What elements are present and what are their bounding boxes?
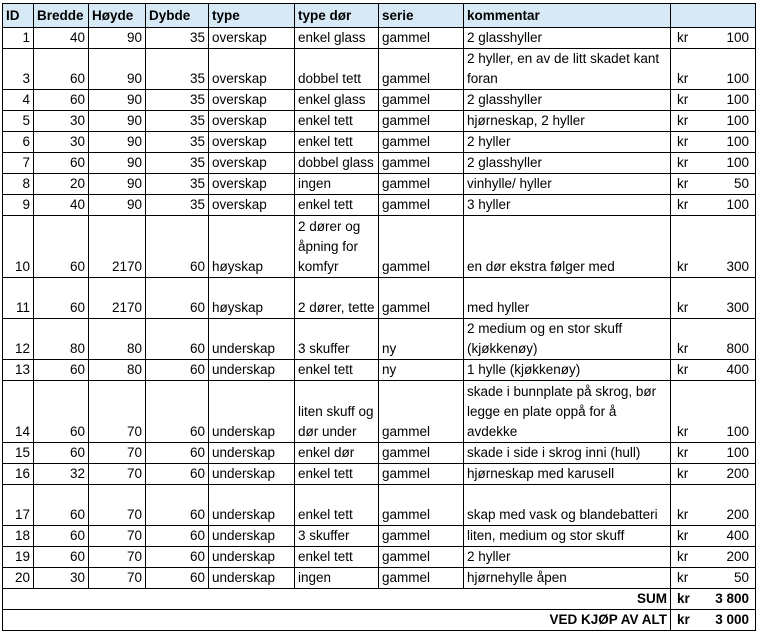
cell-id: 17 <box>3 485 34 526</box>
cell-id: 18 <box>3 526 34 547</box>
cell-type: overskap <box>209 28 295 49</box>
cell-dybde: 60 <box>146 526 209 547</box>
cell-type: underskap <box>209 381 295 443</box>
cell-serie: gammel <box>379 90 464 111</box>
cell-id: 12 <box>3 319 34 360</box>
cell-type-dor: 3 skuffer <box>295 526 379 547</box>
cell-id: 14 <box>3 381 34 443</box>
table-row <box>3 195 756 216</box>
table-row <box>3 381 756 443</box>
cell-kommentar: 2 hyller, en av de litt skadet kant foran <box>464 49 671 90</box>
cell-serie: gammel <box>379 28 464 49</box>
cell-price: 100 <box>701 49 756 90</box>
sum-row <box>3 589 756 610</box>
cabinet-table <box>2 3 756 631</box>
cell-kommentar: skade i side i skrog inni (hull) <box>464 443 671 464</box>
cell-hoyde: 90 <box>89 153 146 174</box>
cell-serie: gammel <box>379 568 464 589</box>
cell-type: overskap <box>209 90 295 111</box>
cell-dybde: 60 <box>146 360 209 381</box>
cell-id: 16 <box>3 464 34 485</box>
cell-price: 400 <box>701 360 756 381</box>
table-row <box>3 443 756 464</box>
cell-type-dor: 3 skuffer <box>295 319 379 360</box>
header-kommentar: kommentar <box>464 4 671 28</box>
cell-serie: gammel <box>379 547 464 568</box>
header-id: ID <box>3 4 34 28</box>
cell-price: 100 <box>701 195 756 216</box>
cell-hoyde: 2170 <box>89 216 146 278</box>
cell-id: 4 <box>3 90 34 111</box>
total-all-row <box>3 610 756 631</box>
cell-hoyde: 70 <box>89 443 146 464</box>
cell-type: høyskap <box>209 278 295 319</box>
table-row <box>3 568 756 589</box>
cell-type: overskap <box>209 195 295 216</box>
cell-type: underskap <box>209 319 295 360</box>
cell-currency: kr <box>671 90 701 111</box>
cell-type-dor: ingen <box>295 568 379 589</box>
cell-id: 5 <box>3 111 34 132</box>
cell-type: underskap <box>209 485 295 526</box>
cell-hoyde: 70 <box>89 464 146 485</box>
sum-currency: kr <box>671 589 701 610</box>
cell-serie: gammel <box>379 132 464 153</box>
cell-currency: kr <box>671 174 701 195</box>
cell-currency: kr <box>671 195 701 216</box>
cell-kommentar: 2 glasshyller <box>464 28 671 49</box>
cell-serie: gammel <box>379 485 464 526</box>
cell-hoyde: 70 <box>89 547 146 568</box>
header-type: type <box>209 4 295 28</box>
cell-hoyde: 90 <box>89 28 146 49</box>
cell-kommentar: en dør ekstra følger med <box>464 216 671 278</box>
cell-type-dor: enkel glass <box>295 28 379 49</box>
cell-kommentar: 1 hylle (kjøkkenøy) <box>464 360 671 381</box>
cell-dybde: 35 <box>146 153 209 174</box>
spreadsheet <box>2 3 756 631</box>
cell-dybde: 60 <box>146 216 209 278</box>
cell-bredde: 60 <box>34 547 89 568</box>
cell-price: 200 <box>701 464 756 485</box>
cell-bredde: 60 <box>34 278 89 319</box>
cell-hoyde: 80 <box>89 360 146 381</box>
cell-type: overskap <box>209 111 295 132</box>
cell-currency: kr <box>671 319 701 360</box>
cell-hoyde: 70 <box>89 381 146 443</box>
cell-type-dor: dobbel tett <box>295 49 379 90</box>
cell-id: 19 <box>3 547 34 568</box>
cell-type-dor: enkel tett <box>295 360 379 381</box>
cell-hoyde: 70 <box>89 526 146 547</box>
table-row <box>3 49 756 90</box>
cell-bredde: 80 <box>34 319 89 360</box>
cell-bredde: 60 <box>34 360 89 381</box>
cell-kommentar: liten, medium og stor skuff <box>464 526 671 547</box>
table-row <box>3 319 756 360</box>
cell-kommentar: hjørneskap, 2 hyller <box>464 111 671 132</box>
cell-dybde: 35 <box>146 132 209 153</box>
sum-value: 3 800 <box>701 589 756 610</box>
cell-serie: gammel <box>379 216 464 278</box>
cell-kommentar: med hyller <box>464 278 671 319</box>
cell-price: 100 <box>701 132 756 153</box>
cell-type: underskap <box>209 568 295 589</box>
cell-kommentar: hjørnehylle åpen <box>464 568 671 589</box>
cell-id: 9 <box>3 195 34 216</box>
cell-hoyde: 90 <box>89 174 146 195</box>
cell-serie: gammel <box>379 153 464 174</box>
table-row <box>3 526 756 547</box>
cell-hoyde: 80 <box>89 319 146 360</box>
cell-kommentar: 2 hyller <box>464 132 671 153</box>
cell-bredde: 30 <box>34 132 89 153</box>
cell-type-dor: dobbel glass <box>295 153 379 174</box>
cell-type-dor: enkel tett <box>295 464 379 485</box>
cell-currency: kr <box>671 278 701 319</box>
cell-dybde: 35 <box>146 49 209 90</box>
cell-dybde: 35 <box>146 111 209 132</box>
cell-price: 300 <box>701 278 756 319</box>
table-row <box>3 360 756 381</box>
cell-price: 800 <box>701 319 756 360</box>
cell-type-dor: enkel tett <box>295 132 379 153</box>
cell-hoyde: 2170 <box>89 278 146 319</box>
cell-price: 100 <box>701 111 756 132</box>
cell-bredde: 60 <box>34 216 89 278</box>
cell-currency: kr <box>671 464 701 485</box>
cell-dybde: 35 <box>146 28 209 49</box>
cell-kommentar: vinhylle/ hyller <box>464 174 671 195</box>
cell-currency: kr <box>671 381 701 443</box>
table-row <box>3 90 756 111</box>
cell-hoyde: 70 <box>89 485 146 526</box>
cell-bredde: 60 <box>34 381 89 443</box>
cell-id: 10 <box>3 216 34 278</box>
cell-id: 11 <box>3 278 34 319</box>
cell-dybde: 60 <box>146 278 209 319</box>
header-dybde: Dybde <box>146 4 209 28</box>
cell-type-dor: enkel dør <box>295 443 379 464</box>
cell-type-dor: enkel tett <box>295 547 379 568</box>
cell-type-dor: enkel tett <box>295 195 379 216</box>
header-bredde: Bredde <box>34 4 89 28</box>
cell-bredde: 60 <box>34 526 89 547</box>
header-price <box>671 4 756 28</box>
cell-dybde: 60 <box>146 464 209 485</box>
table-row <box>3 132 756 153</box>
sum-label: SUM <box>3 589 671 610</box>
header-serie: serie <box>379 4 464 28</box>
cell-serie: gammel <box>379 526 464 547</box>
cell-type: overskap <box>209 153 295 174</box>
cell-serie: gammel <box>379 381 464 443</box>
cell-bredde: 40 <box>34 195 89 216</box>
cell-currency: kr <box>671 216 701 278</box>
table-row <box>3 547 756 568</box>
cell-type: høyskap <box>209 216 295 278</box>
total-all-label: VED KJØP AV ALT <box>3 610 671 631</box>
cell-hoyde: 90 <box>89 132 146 153</box>
cell-price: 200 <box>701 485 756 526</box>
cell-price: 100 <box>701 90 756 111</box>
cell-hoyde: 90 <box>89 195 146 216</box>
cell-kommentar: 2 medium og en stor skuff (kjøkkenøy) <box>464 319 671 360</box>
table-row <box>3 111 756 132</box>
cell-type-dor: enkel tett <box>295 111 379 132</box>
cell-currency: kr <box>671 568 701 589</box>
cell-type: underskap <box>209 526 295 547</box>
cell-hoyde: 90 <box>89 90 146 111</box>
table-row <box>3 216 756 278</box>
cell-bredde: 32 <box>34 464 89 485</box>
cell-dybde: 60 <box>146 547 209 568</box>
cell-serie: gammel <box>379 464 464 485</box>
cell-price: 400 <box>701 526 756 547</box>
cell-type: overskap <box>209 174 295 195</box>
cell-dybde: 60 <box>146 568 209 589</box>
table-row <box>3 485 756 526</box>
cell-id: 1 <box>3 28 34 49</box>
table-row <box>3 153 756 174</box>
cell-dybde: 60 <box>146 319 209 360</box>
cell-serie: gammel <box>379 278 464 319</box>
cell-price: 100 <box>701 443 756 464</box>
cell-kommentar: hjørneskap med karusell <box>464 464 671 485</box>
cell-type: overskap <box>209 49 295 90</box>
cell-id: 20 <box>3 568 34 589</box>
cell-id: 13 <box>3 360 34 381</box>
table-row <box>3 278 756 319</box>
total-all-value: 3 000 <box>701 610 756 631</box>
table-row <box>3 464 756 485</box>
cell-kommentar: 2 hyller <box>464 547 671 568</box>
cell-currency: kr <box>671 526 701 547</box>
cell-bredde: 20 <box>34 174 89 195</box>
cell-price: 100 <box>701 153 756 174</box>
cell-serie: ny <box>379 319 464 360</box>
cell-type-dor: enkel glass <box>295 90 379 111</box>
cell-bredde: 60 <box>34 153 89 174</box>
cell-serie: gammel <box>379 174 464 195</box>
header-hoyde: Høyde <box>89 4 146 28</box>
cell-currency: kr <box>671 111 701 132</box>
cell-id: 6 <box>3 132 34 153</box>
cell-dybde: 60 <box>146 443 209 464</box>
cell-price: 300 <box>701 216 756 278</box>
cell-bredde: 40 <box>34 28 89 49</box>
cell-bredde: 60 <box>34 49 89 90</box>
cell-hoyde: 70 <box>89 568 146 589</box>
cell-serie: ny <box>379 360 464 381</box>
cell-serie: gammel <box>379 443 464 464</box>
cell-serie: gammel <box>379 49 464 90</box>
cell-id: 15 <box>3 443 34 464</box>
cell-currency: kr <box>671 443 701 464</box>
cell-dybde: 60 <box>146 381 209 443</box>
cell-id: 7 <box>3 153 34 174</box>
cell-currency: kr <box>671 360 701 381</box>
cell-bredde: 30 <box>34 111 89 132</box>
cell-serie: gammel <box>379 195 464 216</box>
cell-dybde: 35 <box>146 174 209 195</box>
cell-kommentar: 3 hyller <box>464 195 671 216</box>
cell-bredde: 60 <box>34 90 89 111</box>
cell-bredde: 60 <box>34 485 89 526</box>
cell-type-dor: 2 dører og åpning for komfyr <box>295 216 379 278</box>
cell-type: overskap <box>209 132 295 153</box>
cell-currency: kr <box>671 547 701 568</box>
cell-price: 100 <box>701 381 756 443</box>
cell-currency: kr <box>671 28 701 49</box>
cell-type-dor: 2 dører, tette <box>295 278 379 319</box>
cell-bredde: 30 <box>34 568 89 589</box>
cell-currency: kr <box>671 153 701 174</box>
cell-type-dor: ingen <box>295 174 379 195</box>
cell-price: 100 <box>701 28 756 49</box>
cell-type: underskap <box>209 443 295 464</box>
cell-id: 8 <box>3 174 34 195</box>
cell-dybde: 35 <box>146 90 209 111</box>
cell-serie: gammel <box>379 111 464 132</box>
cell-type-dor: enkel tett <box>295 485 379 526</box>
cell-kommentar: skade i bunnplate på skrog, bør legge en plate oppå for å avdekke <box>464 381 671 443</box>
cell-hoyde: 90 <box>89 49 146 90</box>
header-row <box>3 4 756 28</box>
cell-dybde: 60 <box>146 485 209 526</box>
cell-kommentar: 2 glasshyller <box>464 90 671 111</box>
cell-type-dor: liten skuff og dør under <box>295 381 379 443</box>
cell-currency: kr <box>671 485 701 526</box>
cell-kommentar: 2 glasshyller <box>464 153 671 174</box>
total-all-currency: kr <box>671 610 701 631</box>
cell-id: 3 <box>3 49 34 90</box>
cell-dybde: 35 <box>146 195 209 216</box>
cell-price: 50 <box>701 568 756 589</box>
cell-kommentar: skap med vask og blandebatteri <box>464 485 671 526</box>
table-row <box>3 28 756 49</box>
cell-currency: kr <box>671 132 701 153</box>
cell-price: 200 <box>701 547 756 568</box>
table-row <box>3 174 756 195</box>
cell-price: 50 <box>701 174 756 195</box>
cell-hoyde: 90 <box>89 111 146 132</box>
cell-type: underskap <box>209 547 295 568</box>
cell-type: underskap <box>209 360 295 381</box>
cell-bredde: 60 <box>34 443 89 464</box>
header-type-dor: type dør <box>295 4 379 28</box>
cell-type: underskap <box>209 464 295 485</box>
cell-currency: kr <box>671 49 701 90</box>
